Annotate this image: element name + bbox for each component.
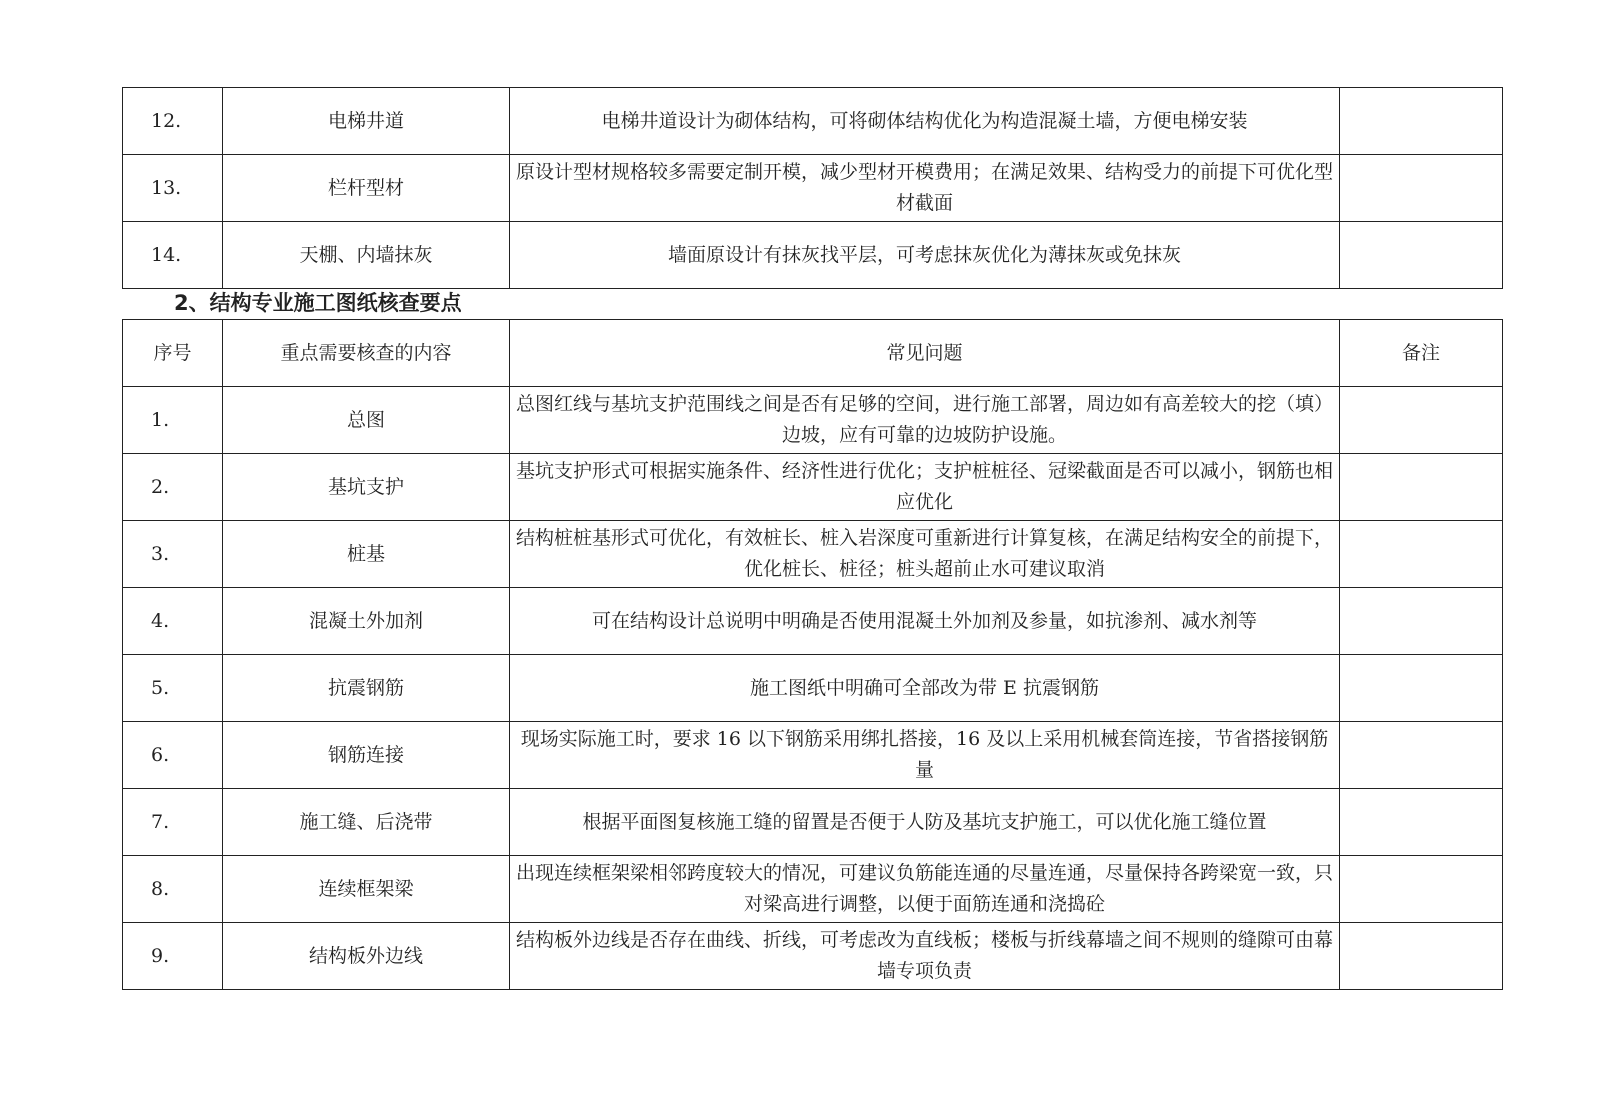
row-item: 电梯井道 (223, 88, 510, 155)
row-description: 结构板外边线是否存在曲线、折线，可考虑改为直线板；楼板与折线幕墙之间不规则的缝隙可由幕墙专项负责 (510, 923, 1340, 990)
row-number: 3. (123, 521, 223, 588)
row-item: 桩基 (223, 521, 510, 588)
table-row (123, 722, 1503, 789)
row-item: 混凝土外加剂 (223, 588, 510, 655)
section-heading: 2、结构专业施工图纸核查要点 (174, 291, 462, 315)
row-description: 施工图纸中明确可全部改为带 E 抗震钢筋 (510, 655, 1340, 722)
row-number: 7. (123, 789, 223, 856)
row-description: 墙面原设计有抹灰找平层，可考虑抹灰优化为薄抹灰或免抹灰 (510, 222, 1340, 289)
table-row (123, 521, 1503, 588)
row-note (1340, 454, 1503, 521)
row-item: 基坑支护 (223, 454, 510, 521)
row-description: 基坑支护形式可根据实施条件、经济性进行优化；支护桩桩径、冠梁截面是否可以减小，钢筋也相应优化 (510, 454, 1340, 521)
table-row (123, 856, 1503, 923)
row-description: 结构桩桩基形式可优化，有效桩长、桩入岩深度可重新进行计算复核，在满足结构安全的前提下，优化桩长、桩径；桩头超前止水可建议取消 (510, 521, 1340, 588)
row-item: 抗震钢筋 (223, 655, 510, 722)
row-item: 施工缝、后浇带 (223, 789, 510, 856)
table-row (123, 923, 1503, 990)
row-description: 可在结构设计总说明中明确是否使用混凝土外加剂及参量，如抗渗剂、减水剂等 (510, 588, 1340, 655)
row-note (1340, 655, 1503, 722)
table-row (123, 454, 1503, 521)
row-item: 总图 (223, 387, 510, 454)
row-description: 原设计型材规格较多需要定制开模，减少型材开模费用；在满足效果、结构受力的前提下可优化型材截面 (510, 155, 1340, 222)
row-description: 根据平面图复核施工缝的留置是否便于人防及基坑支护施工，可以优化施工缝位置 (510, 789, 1340, 856)
row-item: 钢筋连接 (223, 722, 510, 789)
row-number: 14. (123, 222, 223, 289)
table-row (123, 789, 1503, 856)
row-item: 栏杆型材 (223, 155, 510, 222)
row-note (1340, 155, 1503, 222)
row-number: 5. (123, 655, 223, 722)
row-description: 电梯井道设计为砌体结构，可将砌体结构优化为构造混凝土墙，方便电梯安装 (510, 88, 1340, 155)
row-number: 13. (123, 155, 223, 222)
table-row (123, 655, 1503, 722)
row-number: 4. (123, 588, 223, 655)
header-item: 重点需要核查的内容 (223, 320, 510, 387)
row-number: 6. (123, 722, 223, 789)
row-note (1340, 88, 1503, 155)
row-number: 9. (123, 923, 223, 990)
row-note (1340, 588, 1503, 655)
row-item: 天棚、内墙抹灰 (223, 222, 510, 289)
row-number: 8. (123, 856, 223, 923)
row-note (1340, 789, 1503, 856)
header-num: 序号 (123, 320, 223, 387)
row-description: 现场实际施工时，要求 16 以下钢筋采用绑扎搭接，16 及以上采用机械套筒连接，节省搭接钢筋量 (510, 722, 1340, 789)
row-note (1340, 521, 1503, 588)
row-note (1340, 222, 1503, 289)
row-number: 2. (123, 454, 223, 521)
row-note (1340, 856, 1503, 923)
table-row (123, 155, 1503, 222)
row-number: 12. (123, 88, 223, 155)
table-row (123, 222, 1503, 289)
bottom-table (122, 319, 1503, 990)
row-item: 连续框架梁 (223, 856, 510, 923)
row-item: 结构板外边线 (223, 923, 510, 990)
table-row (123, 387, 1503, 454)
row-note (1340, 923, 1503, 990)
row-note (1340, 722, 1503, 789)
table-row (123, 588, 1503, 655)
row-description: 总图红线与基坑支护范围线之间是否有足够的空间，进行施工部署，周边如有高差较大的挖（填）边坡，应有可靠的边坡防护设施。 (510, 387, 1340, 454)
row-description: 出现连续框架梁相邻跨度较大的情况，可建议负筋能连通的尽量连通，尽量保持各跨梁宽一致，只对梁高进行调整，以便于面筋连通和浇捣砼 (510, 856, 1340, 923)
top-table (122, 87, 1503, 289)
header-desc: 常见问题 (510, 320, 1340, 387)
row-note (1340, 387, 1503, 454)
table-row (123, 88, 1503, 155)
row-number: 1. (123, 387, 223, 454)
header-note: 备注 (1340, 320, 1503, 387)
table-header-row (123, 320, 1503, 387)
